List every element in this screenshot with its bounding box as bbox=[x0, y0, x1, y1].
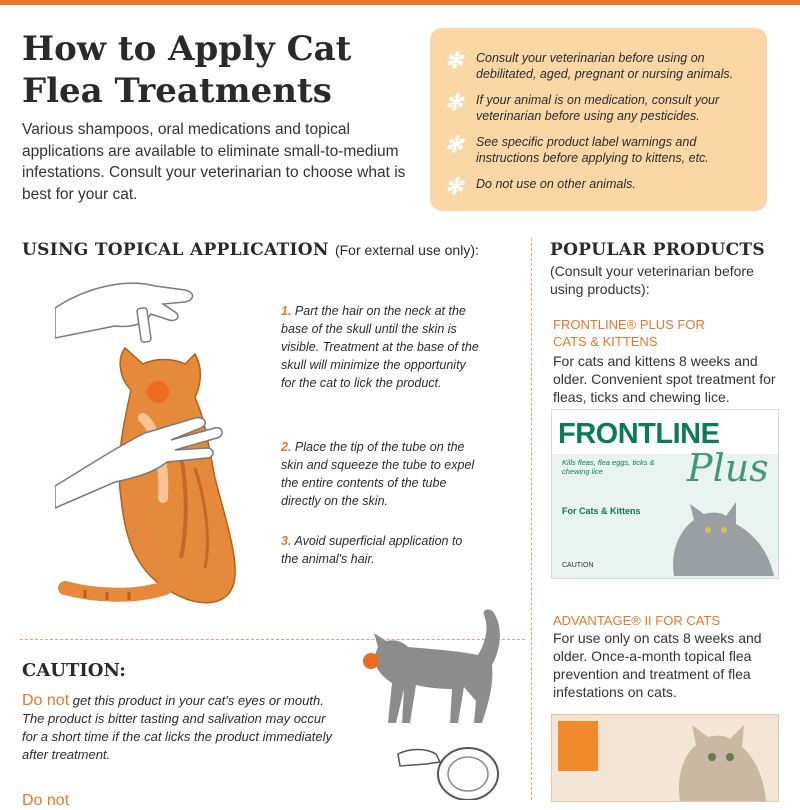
step-text: Avoid superficial application to the animal's hair. bbox=[281, 534, 463, 566]
asterisk-icon: ✻ bbox=[444, 48, 464, 73]
product-name-line: FRONTLINE® PLUS FOR bbox=[553, 317, 705, 332]
product-desc-advantage: For use only on cats 8 weeks and older. Once-a-month topical flea prevention and treatment of flea infestations on cats. bbox=[553, 630, 762, 700]
popular-subheading: (Consult your veterinarian before using products): bbox=[550, 263, 754, 297]
bowl-illustration bbox=[396, 734, 506, 800]
step-number: 3. bbox=[281, 534, 292, 548]
warning-text: See specific product label warnings and instructions before applying to kittens, etc. bbox=[476, 135, 709, 165]
product-name-advantage: ADVANTAGE® II FOR CATS bbox=[553, 613, 721, 628]
caution-heading: CAUTION: bbox=[22, 660, 126, 681]
tabby-cat-photo bbox=[662, 719, 774, 801]
column-divider bbox=[531, 238, 532, 800]
step-text: Part the hair on the neck at the base of the skull until the skin is visible. Treatment at the base of the skull will minimize the opportunity for the cat to lick the product. bbox=[281, 304, 479, 390]
topical-heading-text: USING TOPICAL APPLICATION bbox=[22, 240, 329, 260]
warning-text: Do not use on other animals. bbox=[476, 177, 636, 191]
frontline-kills-text: Kills fleas, flea eggs, ticks & chewing lice bbox=[562, 458, 655, 476]
advantage-label-block bbox=[558, 721, 598, 771]
topical-subheading: (For external use only): bbox=[334, 242, 479, 258]
asterisk-icon: ✻ bbox=[444, 132, 464, 157]
warnings-box bbox=[430, 28, 767, 211]
popular-heading: POPULAR PRODUCTS bbox=[550, 240, 765, 260]
topical-step bbox=[281, 438, 481, 510]
product-desc-frontline: For cats and kittens 8 weeks and older. Convenient spot treatment for fleas, ticks and chewing lice. bbox=[553, 353, 776, 405]
caution-body: get this product in your cat's eyes or mouth. The product is bitter tasting and salivation may occur for a short time if the cat licks the product immediately after treatment. bbox=[22, 693, 332, 762]
step-number: 2. bbox=[281, 440, 292, 454]
intro-paragraph: Various shampoos, oral medications and topical applications are available to eliminate small-to-medium infestations. Consult your veterinarian to choose what is best for your cat. bbox=[22, 121, 406, 203]
frontline-plus-text: Plus bbox=[687, 446, 769, 490]
step-number: 1. bbox=[281, 304, 292, 318]
warning-item bbox=[444, 92, 754, 124]
advantage-package-image bbox=[551, 714, 779, 802]
cat-silhouette-illustration bbox=[360, 605, 520, 730]
caution-text bbox=[22, 692, 342, 764]
topical-heading bbox=[22, 240, 479, 260]
warning-text: Consult your veterinarian before using on debilitated, aged, pregnant or nursing animals. bbox=[476, 51, 734, 81]
caution-second-lead: Do not bbox=[22, 792, 70, 809]
top-accent-bar bbox=[0, 0, 800, 5]
frontline-for-cats: For Cats & Kittens bbox=[562, 506, 641, 516]
frontline-brand: FRONTLINE bbox=[558, 418, 720, 450]
page-title bbox=[22, 28, 422, 112]
warning-item bbox=[444, 174, 754, 199]
product-name-frontline bbox=[553, 316, 705, 350]
topical-step bbox=[281, 532, 481, 568]
asterisk-icon: ✻ bbox=[444, 174, 464, 199]
warning-text: If your animal is on medication, consult your veterinarian before using any pesticides. bbox=[476, 93, 720, 123]
step-text: Place the tip of the tube on the skin and squeeze the tube to expel the entire contents of the tube directly on the skin. bbox=[281, 440, 475, 508]
frontline-caution: CAUTION bbox=[562, 562, 594, 569]
caution-lead: Do not bbox=[22, 692, 70, 709]
asterisk-icon: ✻ bbox=[444, 90, 464, 115]
gray-cat-photo bbox=[664, 490, 776, 576]
cat-application-illustration bbox=[55, 268, 265, 628]
title-line-2: Flea Treatments bbox=[22, 71, 332, 111]
frontline-package-image bbox=[551, 409, 779, 579]
warning-item bbox=[444, 134, 754, 166]
product-name-line: CATS & KITTENS bbox=[553, 334, 658, 349]
title-line-1: How to Apply Cat bbox=[22, 29, 352, 69]
warning-item bbox=[444, 50, 754, 82]
topical-step bbox=[281, 302, 481, 392]
